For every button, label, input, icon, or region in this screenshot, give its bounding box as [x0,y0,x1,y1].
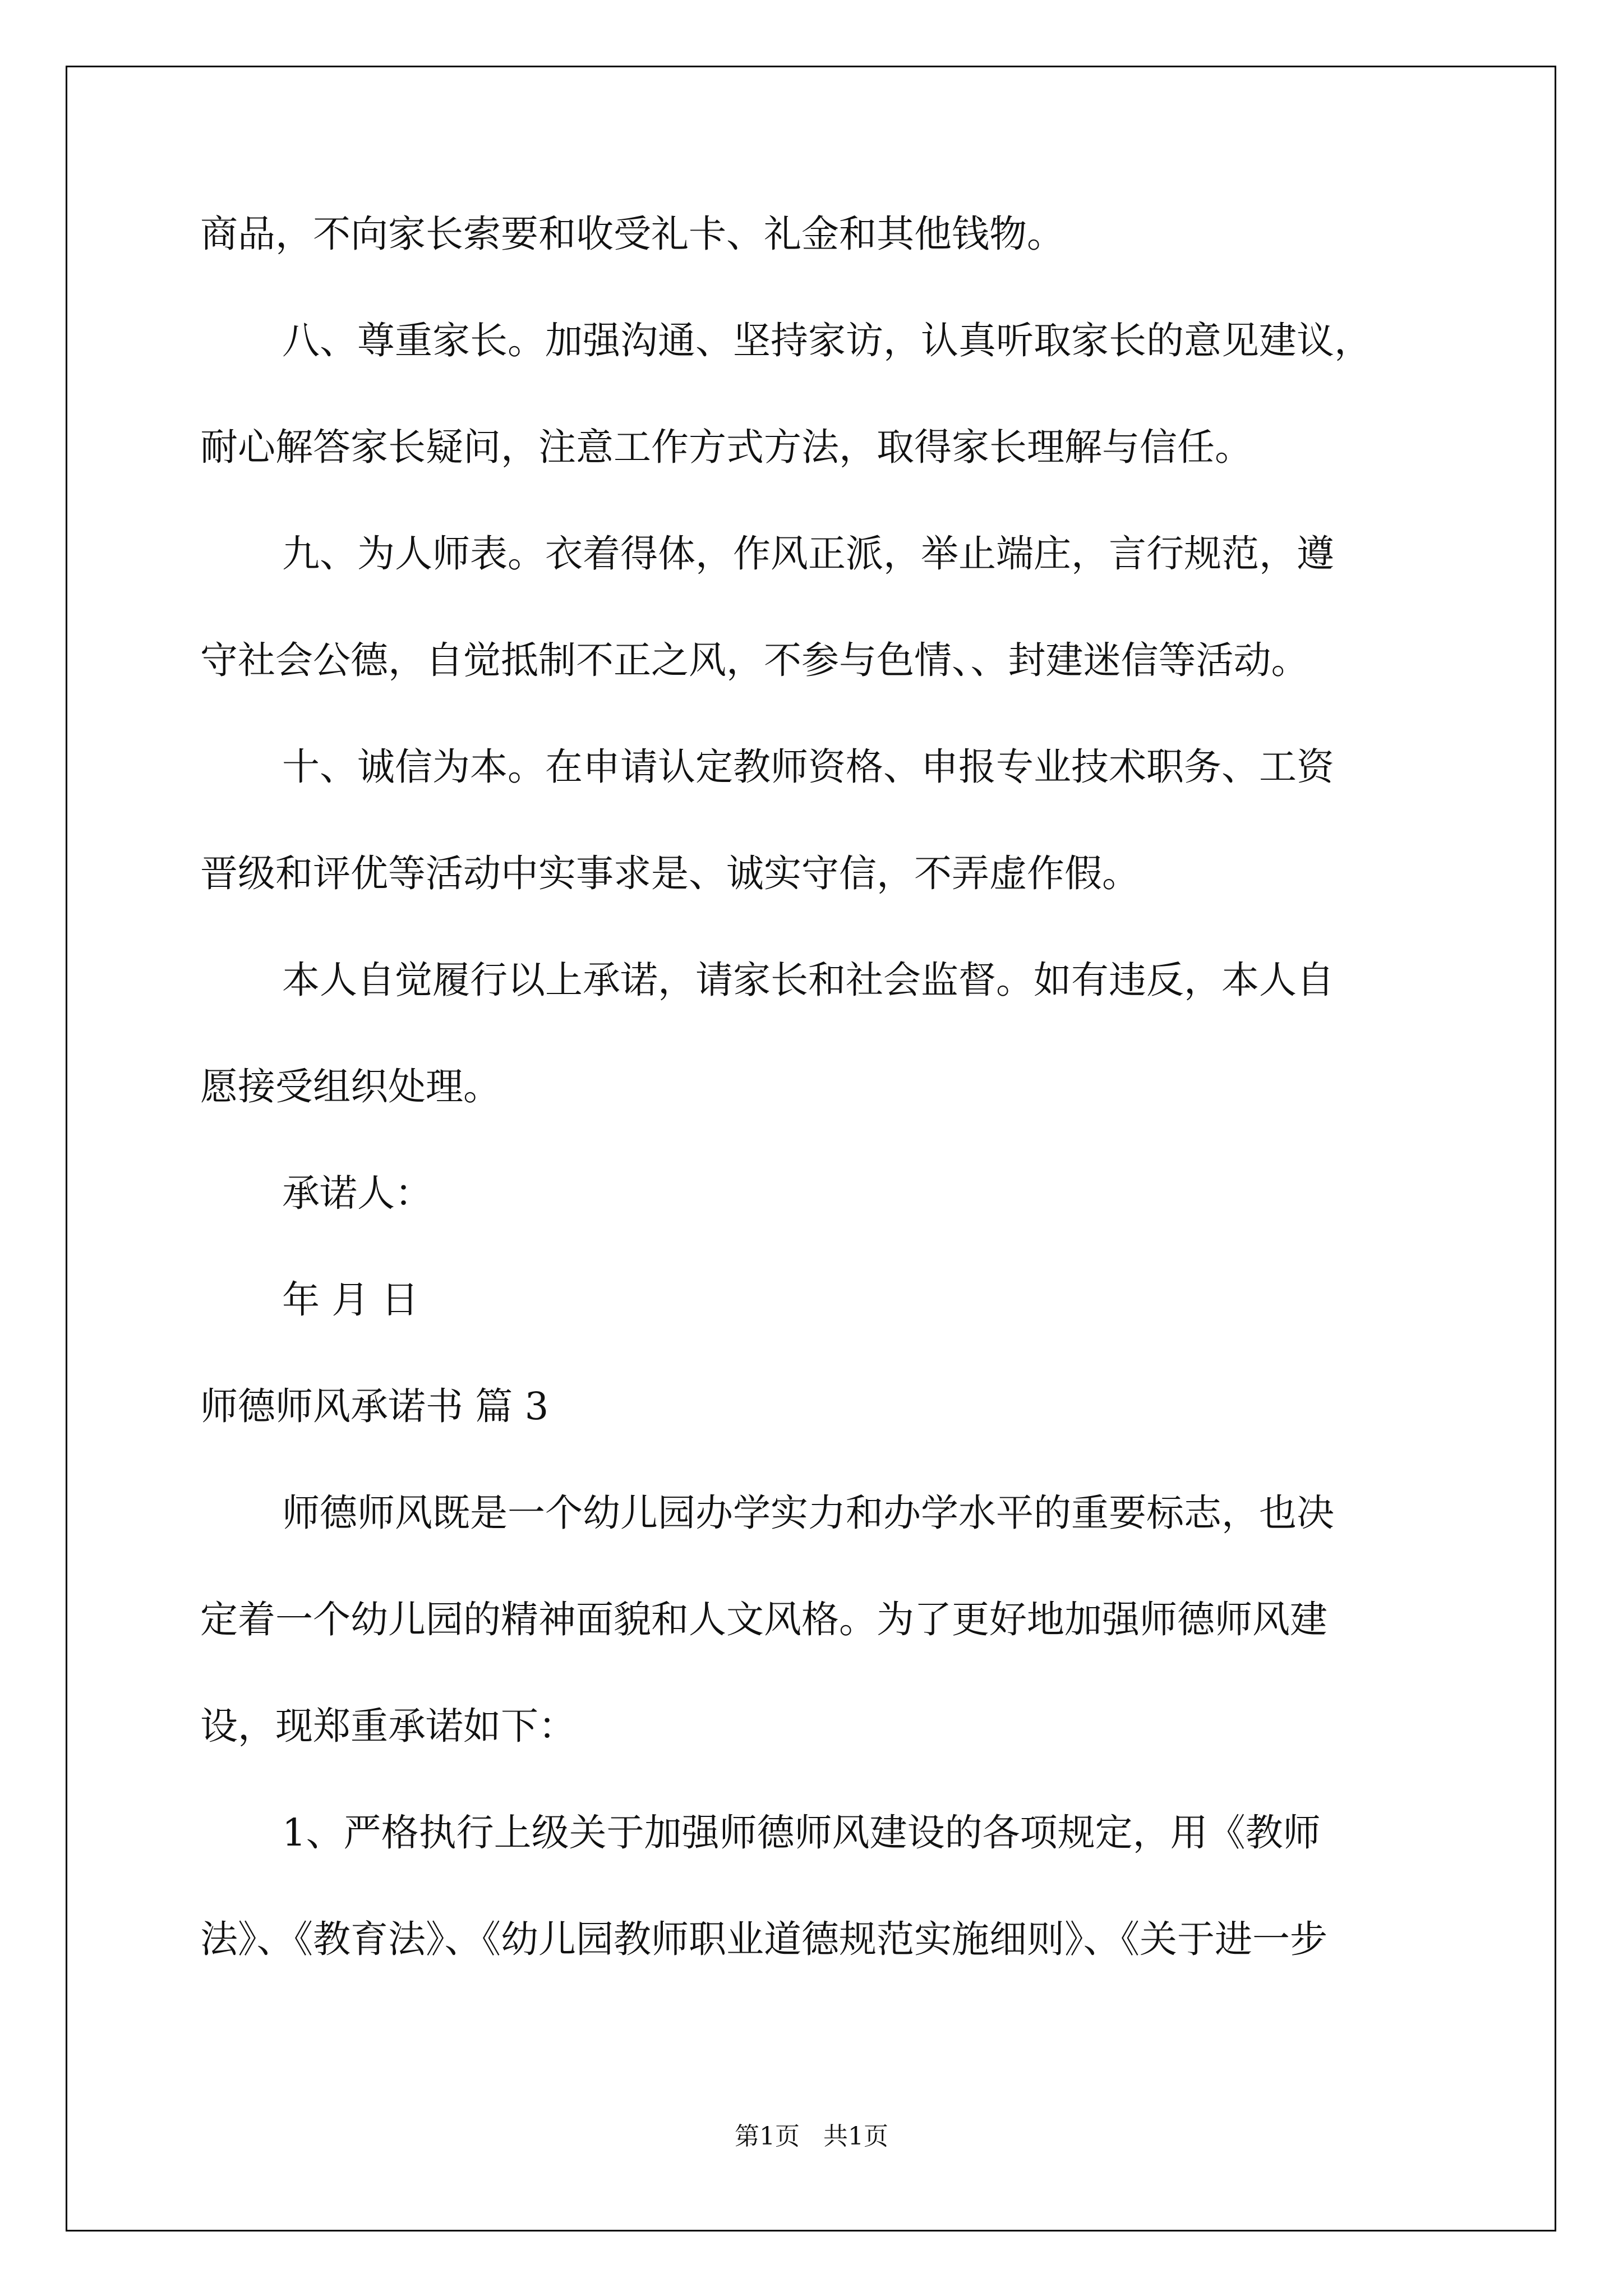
text-line: 耐心解答家长疑问，注意工作方式方法，取得家长理解与信任。 [200,425,1252,469]
page-border [66,66,1556,2231]
text-line: 设，现郑重承诺如下： [200,1704,576,1748]
text-line: 法》、《教育法》、《幼儿园教师职业道德规范实施细则》、《关于进一步 [200,1917,1327,1961]
text-line: 愿接受组织处理。 [200,1065,501,1108]
signature-label: 承诺人： [282,1171,432,1215]
text-line: 商品，不向家长索要和收受礼卡、礼金和其他钱物。 [200,212,1064,256]
text-line: 十、诚信为本。在申请认定教师资格、申报专业技术职务、工资 [282,745,1334,789]
text-line: 晋级和评优等活动中实事求是、诚实守信，不弄虚作假。 [200,852,1140,895]
text-line: 九、为人师表。衣着得体，作风正派，举止端庄，言行规范，遵 [282,532,1334,576]
text-line: 1、严格执行上级关于加强师德师风建设的各项规定，用《教师 [282,1811,1321,1855]
text-line: 守社会公德，自觉抵制不正之风，不参与色情、、封建迷信等活动。 [200,638,1309,682]
page-footer: 第1页 共1页 [735,2122,888,2151]
text-line: 定着一个幼儿园的精神面貌和人文风格。为了更好地加强师德师风建 [200,1598,1327,1641]
section-heading: 师德师风承诺书 篇 3 [200,1384,549,1428]
text-line: 八、尊重家长。加强沟通、坚持家访，认真听取家长的意见建议， [282,319,1372,362]
text-line: 本人自觉履行以上承诺，请家长和社会监督。如有违反，本人自 [282,958,1334,1002]
date-label: 年 月 日 [282,1278,419,1322]
text-line: 师德师风既是一个幼儿园办学实力和办学水平的重要标志，也决 [282,1491,1334,1535]
